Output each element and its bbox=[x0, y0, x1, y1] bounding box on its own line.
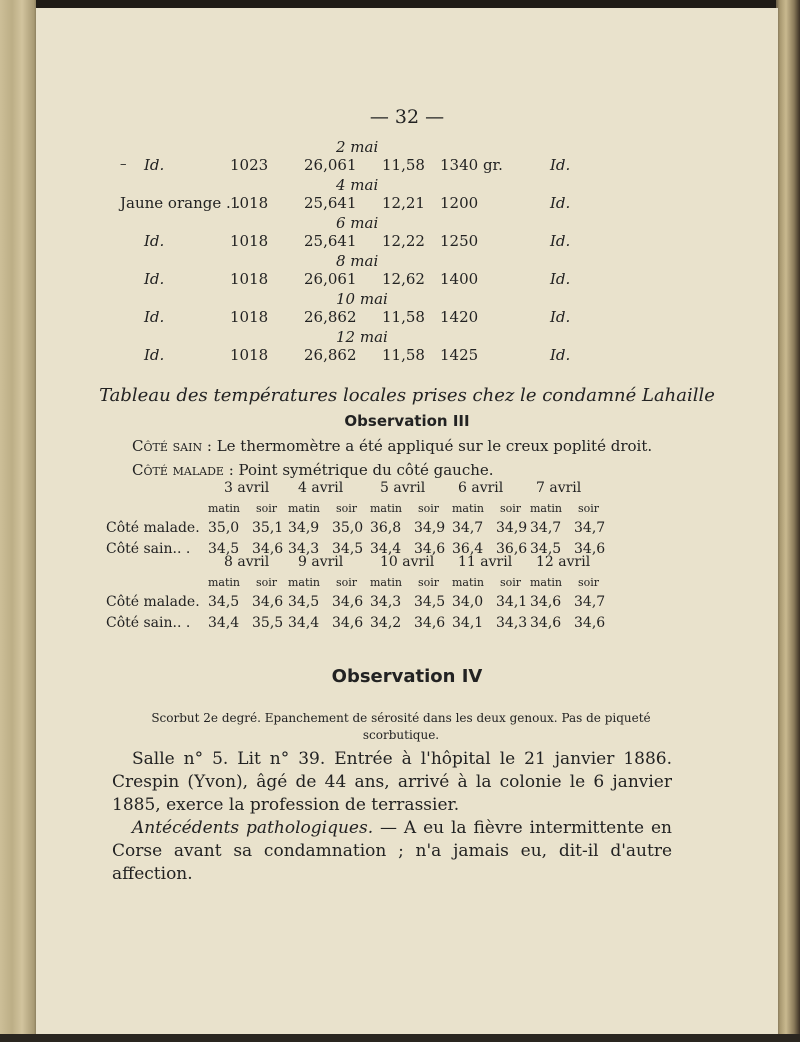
temp-value: 34,7 bbox=[574, 520, 606, 536]
temp-value: 36,4 bbox=[452, 541, 484, 557]
temp-value: 34,5 bbox=[208, 594, 240, 610]
table-density: 1018 bbox=[230, 232, 269, 250]
temp-sub-soir: soir bbox=[418, 502, 440, 515]
table-remark: Id. bbox=[550, 194, 571, 212]
temp-date-header: 7 avril bbox=[536, 480, 582, 496]
temp-sub-soir: soir bbox=[256, 576, 278, 589]
table-row-label: Id. bbox=[144, 346, 165, 364]
table-value-2: 11,58 bbox=[382, 308, 425, 326]
temp-sub-matin: matin bbox=[530, 576, 563, 589]
row-dash: – bbox=[120, 157, 127, 172]
temp-date-header: 11 avril bbox=[458, 554, 513, 570]
book-page bbox=[36, 8, 778, 1034]
book-page-edge bbox=[776, 0, 800, 1042]
temp-value: 34,5 bbox=[332, 541, 364, 557]
temp-value: 34,5 bbox=[288, 594, 320, 610]
temp-sub-soir: soir bbox=[578, 502, 600, 515]
temp-sub-matin: matin bbox=[370, 576, 403, 589]
temp-value: 34,4 bbox=[288, 615, 320, 631]
table-remark: Id. bbox=[550, 232, 571, 250]
temp-value: 35,0 bbox=[332, 520, 364, 536]
temp-sub-matin: matin bbox=[208, 576, 241, 589]
table-quantity: 1340 gr. bbox=[440, 156, 503, 174]
observation-4-abstract: Scorbut 2e degré. Epanchement de sérosité dans les deux genoux. Pas de piqueté scorbutique. bbox=[151, 711, 651, 742]
table-date: 8 mai bbox=[336, 252, 379, 270]
temp-value: 34,6 bbox=[414, 615, 446, 631]
temp-value: 34,3 bbox=[288, 541, 320, 557]
temp-sub-matin: matin bbox=[530, 502, 563, 515]
temp-value: 34,7 bbox=[530, 520, 562, 536]
table-density: 1023 bbox=[230, 156, 269, 174]
paragraph-patient-info: Salle n° 5. Lit n° 39. Entrée à l'hôpital le 21 janvier 1886. Crespin (Yvon), âgé de 44 ans, arrivé à la colonie le 6 janvier 1885, exerce la profession de terrassier. bbox=[112, 749, 672, 815]
table-quantity: 1400 bbox=[440, 270, 479, 288]
table-quantity: 1250 bbox=[440, 232, 479, 250]
table-density: 1018 bbox=[230, 270, 269, 288]
temp-value: 34,5 bbox=[530, 541, 562, 557]
table-quantity: 1200 bbox=[440, 194, 479, 212]
temp-value: 34,6 bbox=[332, 615, 364, 631]
temp-date-header: 9 avril bbox=[298, 554, 344, 570]
temp-value: 34,5 bbox=[414, 594, 446, 610]
table-date: 12 mai bbox=[336, 328, 388, 346]
temp-value: 34,2 bbox=[370, 615, 402, 631]
temp-date-header: 3 avril bbox=[224, 480, 270, 496]
temp-value: 36,8 bbox=[370, 520, 402, 536]
temp-row-label: Côté sain.. . bbox=[106, 615, 191, 631]
book-binding-edge bbox=[0, 0, 36, 1042]
table-value-1: 25,641 bbox=[304, 232, 357, 250]
temp-sub-matin: matin bbox=[370, 502, 403, 515]
temp-sub-soir: soir bbox=[336, 576, 358, 589]
table-value-2: 11,58 bbox=[382, 156, 425, 174]
temp-value: 34,5 bbox=[208, 541, 240, 557]
temp-value: 36,6 bbox=[496, 541, 528, 557]
temp-date-header: 6 avril bbox=[458, 480, 504, 496]
temp-value: 34,6 bbox=[530, 615, 562, 631]
temp-value: 35,0 bbox=[208, 520, 240, 536]
temp-value: 34,6 bbox=[414, 541, 446, 557]
table-density: 1018 bbox=[230, 308, 269, 326]
temp-row-label: Côté sain.. . bbox=[106, 541, 191, 557]
temp-value: 34,9 bbox=[414, 520, 446, 536]
table-remark: Id. bbox=[550, 308, 571, 326]
table-value-2: 11,58 bbox=[382, 346, 425, 364]
temp-sub-soir: soir bbox=[500, 576, 522, 589]
scan-top-edge bbox=[0, 0, 800, 8]
temp-sub-soir: soir bbox=[578, 576, 600, 589]
temp-value: 34,6 bbox=[574, 615, 606, 631]
table-value-2: 12,62 bbox=[382, 270, 425, 288]
temp-date-header: 10 avril bbox=[380, 554, 435, 570]
temp-value: 34,6 bbox=[332, 594, 364, 610]
temp-value: 34,1 bbox=[496, 594, 528, 610]
table-remark: Id. bbox=[550, 270, 571, 288]
table-remark: Id. bbox=[550, 156, 571, 174]
cote-sain-label: Côté sain : bbox=[132, 437, 212, 455]
temp-value: 34,7 bbox=[574, 594, 606, 610]
temp-sub-matin: matin bbox=[452, 502, 485, 515]
table-density: 1018 bbox=[230, 194, 269, 212]
table-value-1: 26,061 bbox=[304, 270, 357, 288]
table-row-label: Id. bbox=[144, 270, 165, 288]
temp-value: 34,6 bbox=[252, 541, 284, 557]
temp-sub-matin: matin bbox=[208, 502, 241, 515]
temp-value: 34,6 bbox=[252, 594, 284, 610]
temp-value: 34,1 bbox=[452, 615, 484, 631]
temp-value: 34,4 bbox=[370, 541, 402, 557]
temp-value: 34,6 bbox=[574, 541, 606, 557]
table-value-1: 26,862 bbox=[304, 346, 357, 364]
antecedents-text: — A eu la fièvre intermittente en Corse avant sa condamnation ; n'a jamais eu, dit-il d'autre affection. bbox=[112, 818, 672, 884]
table-date: 6 mai bbox=[336, 214, 379, 232]
temp-value: 34,6 bbox=[530, 594, 562, 610]
table-row-label: Id. bbox=[144, 156, 165, 174]
temp-date-header: 4 avril bbox=[298, 480, 344, 496]
temp-date-header: 12 avril bbox=[536, 554, 591, 570]
cote-sain-text: Le thermomètre a été appliqué sur le creux poplité droit. bbox=[216, 437, 653, 455]
antecedents-lead: Antécédents pathologiques. bbox=[132, 818, 374, 838]
temp-value: 34,9 bbox=[496, 520, 528, 536]
table-value-2: 12,21 bbox=[382, 194, 425, 212]
scan-bottom-edge bbox=[0, 1034, 800, 1042]
temp-value: 35,5 bbox=[252, 615, 284, 631]
table-value-2: 12,22 bbox=[382, 232, 425, 250]
cote-malade-text: Point symétrique du côté gauche. bbox=[238, 461, 494, 479]
temp-value: 34,9 bbox=[288, 520, 320, 536]
cote-malade-note bbox=[132, 461, 494, 479]
table-remark: Id. bbox=[550, 346, 571, 364]
table-value-1: 25,641 bbox=[304, 194, 357, 212]
paragraph-antecedents bbox=[112, 817, 672, 886]
observation-3-title: Observation III bbox=[344, 412, 470, 430]
table-row-label: Jaune orange . . bbox=[120, 194, 241, 212]
temp-value: 34,7 bbox=[452, 520, 484, 536]
table-row-label: Id. bbox=[144, 308, 165, 326]
cote-malade-label: Côté malade : bbox=[132, 461, 234, 479]
table-value-1: 26,061 bbox=[304, 156, 357, 174]
table-quantity: 1425 bbox=[440, 346, 479, 364]
temp-value: 34,3 bbox=[370, 594, 402, 610]
table-date: 4 mai bbox=[336, 176, 379, 194]
table-date: 2 mai bbox=[336, 138, 379, 156]
temp-sub-matin: matin bbox=[288, 502, 321, 515]
temp-value: 34,4 bbox=[208, 615, 240, 631]
temp-row-label: Côté malade. bbox=[106, 520, 200, 536]
temp-sub-soir: soir bbox=[418, 576, 440, 589]
temp-sub-soir: soir bbox=[336, 502, 358, 515]
table-density: 1018 bbox=[230, 346, 269, 364]
temp-sub-matin: matin bbox=[452, 576, 485, 589]
temp-date-header: 8 avril bbox=[224, 554, 270, 570]
temp-sub-matin: matin bbox=[288, 576, 321, 589]
table-row-label: Id. bbox=[144, 232, 165, 250]
temperature-table-heading: Tableau des températures locales prises chez le condamné Lahaille bbox=[99, 385, 715, 406]
temp-value: 34,0 bbox=[452, 594, 484, 610]
table-value-1: 26,862 bbox=[304, 308, 357, 326]
temp-row-label: Côté malade. bbox=[106, 594, 200, 610]
observation-4-title: Observation IV bbox=[331, 666, 483, 687]
temp-value: 35,1 bbox=[252, 520, 284, 536]
temp-sub-soir: soir bbox=[500, 502, 522, 515]
table-date: 10 mai bbox=[336, 290, 388, 308]
temp-value: 34,3 bbox=[496, 615, 528, 631]
cote-sain-note bbox=[132, 437, 652, 455]
page-number: — 32 — bbox=[369, 106, 445, 128]
temp-date-header: 5 avril bbox=[380, 480, 426, 496]
table-quantity: 1420 bbox=[440, 308, 479, 326]
temp-sub-soir: soir bbox=[256, 502, 278, 515]
